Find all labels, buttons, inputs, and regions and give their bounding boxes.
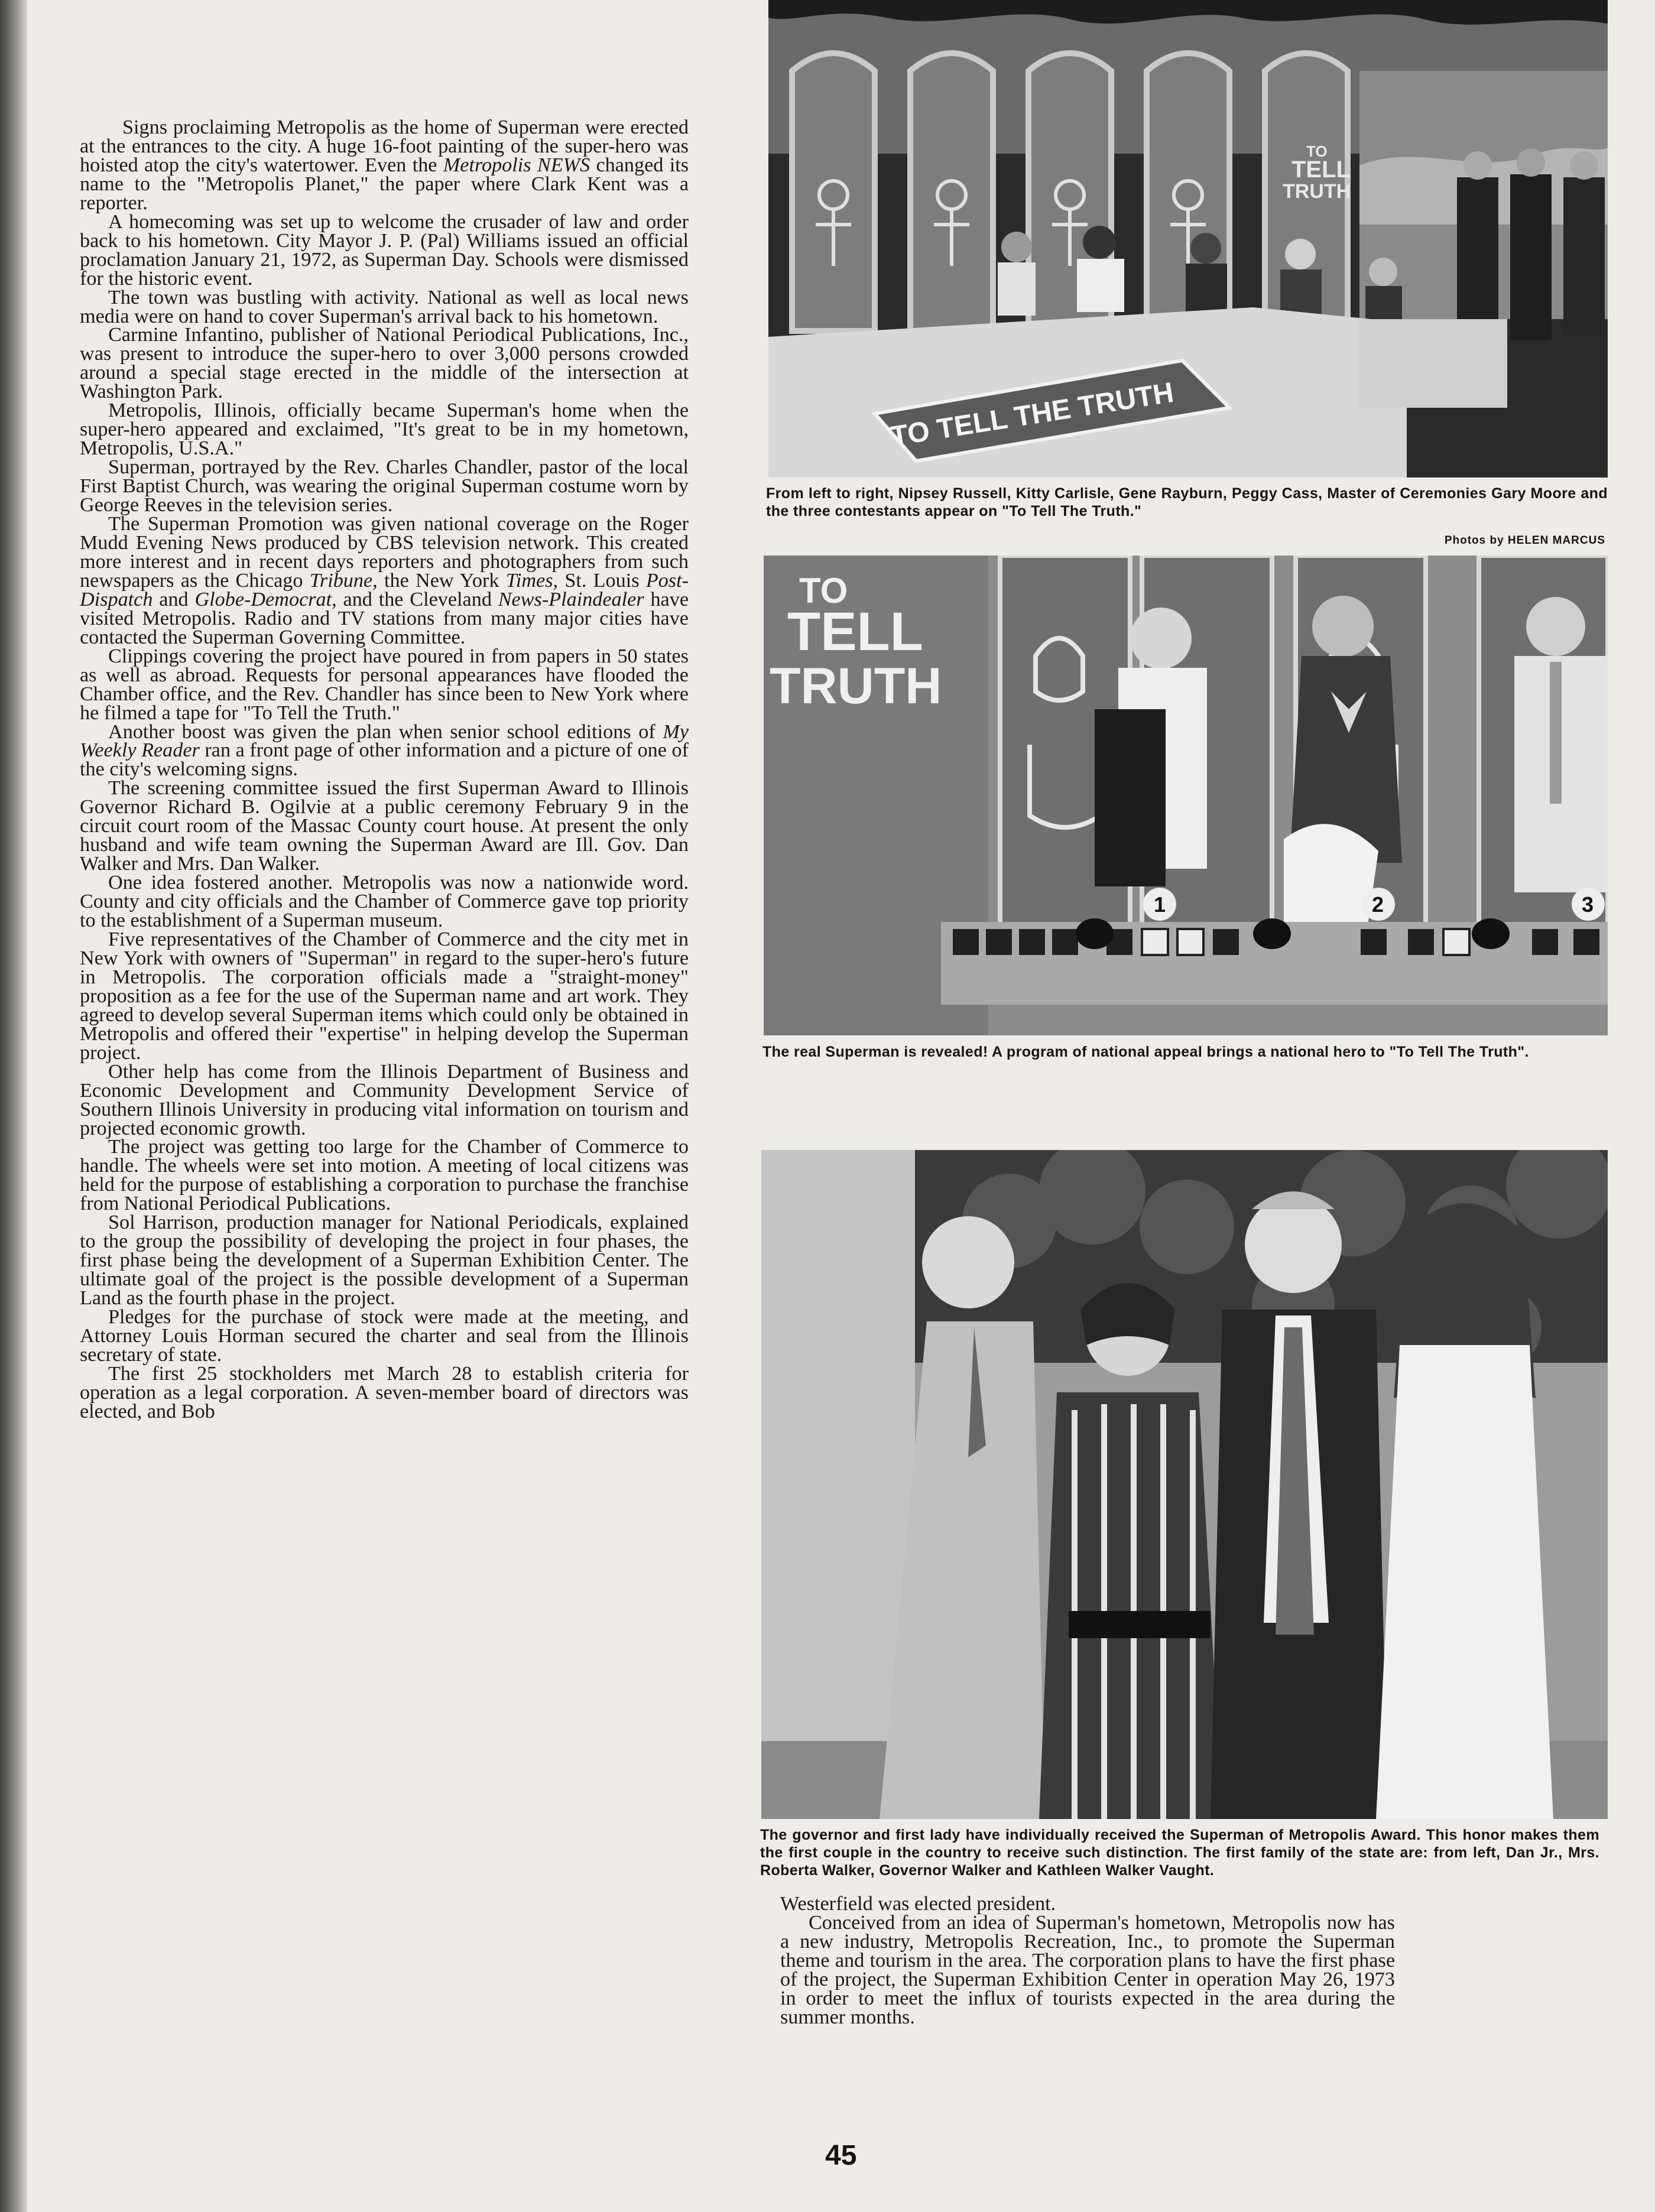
article-paragraph <box>80 458 689 515</box>
tv-desk-banner: TO TELL THE TRUTH <box>888 376 1176 453</box>
tv-sign-truth: TRUTH <box>1283 180 1351 203</box>
article-paragraph <box>80 1213 689 1308</box>
article-paragraph <box>80 326 689 401</box>
text-run: Conceived from an idea of Superman's hometown, Metropolis now has a new industry, Metropolis Recreation, Inc., to promote the Superman theme and tourism in the area. The corporation plans to have the first phase of the project, the Superman Exhibition Center in operation May 26, 1973 in order to meet the influx of tourists expected in the area during the summer months. <box>780 1911 1395 2028</box>
article-paragraph <box>80 401 689 458</box>
text-run: Pledges for the purchase of stock were made at the meeting, and Attorney Louis Horman secured the charter and seal from the Illinois secretary of state. <box>80 1306 689 1366</box>
text-run: The first 25 stockholders met March 28 to establish criteria for operation as a legal corporation. A seven-member board of directors was elected, and Bob <box>80 1362 689 1422</box>
caption-governor-family-visible: The governor and first lady have individually received the Superman of Metropolis Award. This honor makes them the first couple in the country to receive such distinction. The first family of the state are: from left, Dan Jr., Mrs. Roberta Walker, Governor Walker and Kathleen Walker Vaught. <box>760 1827 1599 1879</box>
italic-text: News-Plaindealer <box>498 588 644 610</box>
text-run: St. Louis <box>558 569 646 592</box>
article-right-column <box>780 1895 1395 2027</box>
text-run: The Superman Promotion was given national coverage on the Roger Mudd Evening News produced by CBS television network. This created more interest and in recent days reporters and photographers from such newspapers as the Chicago <box>80 513 689 592</box>
article-paragraph <box>80 873 689 930</box>
text-run: Metropolis, Illinois, officially became Superman's home when the super-hero appeared and exclaimed, "It's great to be in my hometown, Metropolis, U.S.A." <box>80 399 689 460</box>
article-paragraph <box>80 1308 689 1365</box>
text-run: Carmine Infantino, publisher of National Periodical Publications, Inc., was present to introduce the super-hero to over 3,000 persons crowded around a special stage erected in the middle of the intersection at Washington Park. <box>80 324 689 403</box>
text-run: and <box>152 588 195 610</box>
text-run: ran a front page of other information and a picture of one of the city's welcoming signs. <box>80 739 689 781</box>
article-paragraph <box>80 515 689 647</box>
article-paragraph <box>80 779 689 873</box>
article-paragraph <box>80 720 689 781</box>
page-number: 45 <box>825 2140 857 2171</box>
text-run: Five representatives of the Chamber of Commerce and the city met in New York with owners of "Superman" in regard to the super-hero's future in Metropolis. The corporation officials made a "straight-money" proposition as a fee for the use of the Superman name and art work. They agreed to develop several Superman items which could only be obtained in Metropolis and offered their "expertise" in helping develop the Superman project. <box>80 928 689 1064</box>
article-paragraph <box>80 647 689 723</box>
text-run: Another boost was given the plan when senior school editions of <box>108 720 663 743</box>
article-paragraph <box>80 210 689 290</box>
tv-sign-tell: TELL <box>1291 157 1351 183</box>
text-run: Signs proclaiming Metropolis as the home of Superman were erected at the entrances to the city. A huge 16-foot painting of the super-hero was hoisted atop the city's watertower. Even the <box>80 116 689 176</box>
italic-text: Metropolis NEWS <box>443 154 590 176</box>
article-paragraph <box>780 1911 1395 2028</box>
article-left-column <box>80 118 689 1421</box>
photo-tv-panel <box>768 0 1608 478</box>
reveal-sign-truth: TRUTH <box>770 658 942 714</box>
italic-text: Tribune, <box>309 569 378 592</box>
photo-credit: Photos by HELEN MARCUS <box>1444 534 1605 547</box>
article-paragraph <box>80 1138 689 1213</box>
article-paragraph <box>80 118 689 213</box>
italic-text: My Weekly Reader <box>80 720 689 762</box>
caption-tv-panel: From left to right, Nipsey Russell, Kitty Carlisle, Gene Rayburn, Peggy Cass, Master of Ceremonies Gary Moore and the three contestants appear on "To Tell The Truth." <box>766 485 1608 519</box>
article-paragraph <box>80 288 689 326</box>
article-paragraph <box>80 930 689 1063</box>
reveal-sign-tell: TELL <box>787 602 923 662</box>
article-paragraph <box>80 1362 689 1422</box>
text-run: The project was getting too large for the Chamber of Commerce to handle. The wheels were set into motion. A meeting of local citizens was held for the purpose of establishing a corporation to purchase the franchise from National Periodical Publications. <box>80 1136 689 1215</box>
reveal-sign-to: TO <box>799 571 848 610</box>
contestant-number-3: 3 <box>1582 892 1594 917</box>
page-binding-shadow <box>0 0 27 2212</box>
article-paragraph <box>780 1895 1395 1914</box>
text-run: Superman, portrayed by the Rev. Charles Chandler, pastor of the local First Baptist Church, was wearing the original Superman costume worn by George Reeves in the television series. <box>80 456 689 517</box>
text-run: Westerfield was elected president. <box>780 1893 1056 1915</box>
caption-superman-reveal: The real Superman is revealed! A program of national appeal brings a national hero to "To Tell The Truth". <box>762 1044 1529 1060</box>
contestant-number-2: 2 <box>1372 892 1384 917</box>
text-run: A homecoming was set up to welcome the crusader of law and order back to his hometown. City Mayor J. P. (Pal) Williams issued an official proclamation January 21, 1972, as Superman Day. Schools were dismissed for the historic event. <box>80 210 689 290</box>
photo-superman-reveal <box>764 556 1608 1035</box>
article-paragraph <box>80 1060 689 1139</box>
text-run: Other help has come from the Illinois Department of Business and Economic Development and Community Development Service of Southern Illinois University in producing vital information on tourism and projected economic growth. <box>80 1060 689 1139</box>
text-run: One idea fostered another. Metropolis was now a nationwide word. County and city officials and the Chamber of Commerce gave top priority to the establishment of a Superman museum. <box>80 872 689 932</box>
tv-sign-to: TO <box>1306 142 1328 160</box>
italic-text: Globe-Democrat, <box>194 588 337 610</box>
text-run: changed its name to the "Metropolis Planet," the paper where Clark Kent was a reporter. <box>80 154 689 214</box>
text-run: have visited Metropolis. Radio and TV stations from many major cities have contacted the Superman Governing Committee. <box>80 588 689 648</box>
text-run: and the Cleveland <box>336 588 498 610</box>
italic-text: Times, <box>505 569 559 592</box>
text-run: The screening committee issued the first Superman Award to Illinois Governor Richard B. Ogilvie at a public ceremony February 9 in the circuit court room of the Massac County court house. At present the only husband and wife team owning the Superman Award are Ill. Gov. Dan Walker and Mrs. Dan Walker. <box>80 777 689 875</box>
photo-governor-family <box>761 1150 1608 1819</box>
italic-text: Post-Dispatch <box>80 569 689 610</box>
text-run: the New York <box>377 569 506 592</box>
contestant-number-1: 1 <box>1154 892 1166 917</box>
text-run: The town was bustling with activity. National as well as local news media were on hand to cover Superman's arrival back to his hometown. <box>80 286 689 327</box>
text-run: Clippings covering the project have poured in from papers in 50 states as well as abroad. Requests for personal appearances have flooded the Chamber office, and the Rev. Chandler has since been to New York where he filmed a tape for "To Tell the Truth." <box>80 645 689 724</box>
text-run: Sol Harrison, production manager for National Periodicals, explained to the group the possibility of developing the project in four phases, the first phase being the development of a Superman Exhibition Center. The ultimate goal of the project is the possible development of a Superman Land as the fourth phase in the project. <box>80 1211 689 1310</box>
